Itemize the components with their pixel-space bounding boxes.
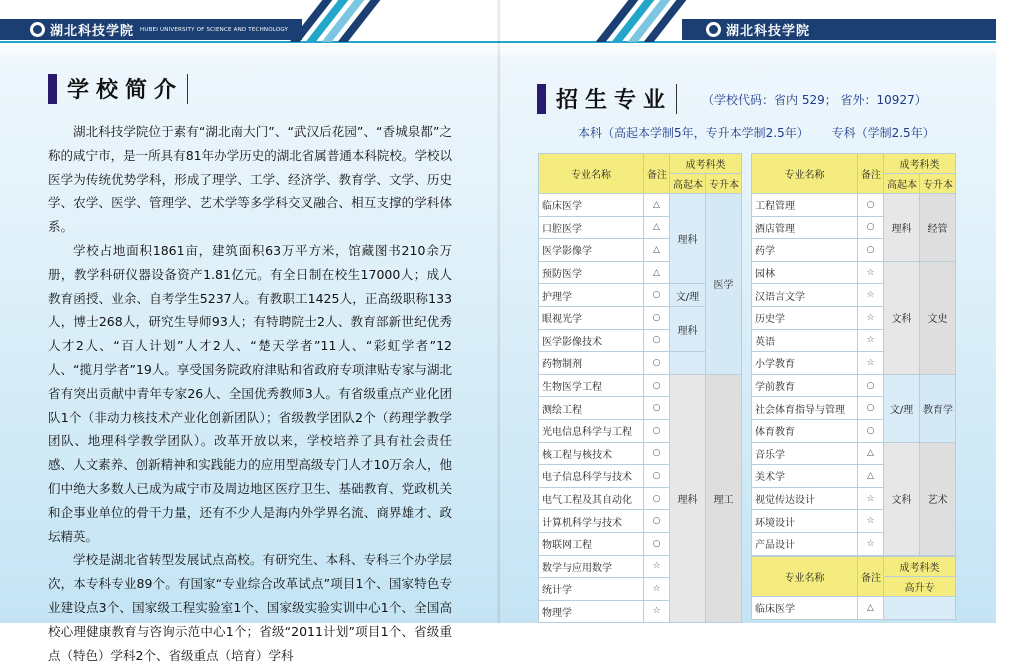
major-note: ○ — [644, 374, 670, 397]
major-name: 统计学 — [539, 578, 644, 601]
category-zsb: 理工 — [706, 374, 742, 623]
major-note: ○ — [858, 397, 884, 420]
school-code: （学校代码：省内 529； 省外：10927） — [702, 93, 927, 107]
col-header-name: 专业名称 — [752, 557, 858, 597]
left-page — [0, 0, 500, 663]
category-gqb: 理科 — [670, 374, 706, 623]
intro-paragraph: 湖北科技学院位于素有“湖北南大门”、“武汉后花园”、“香城泉都”之称的咸宁市，是一所具有81年办学历史的湖北省属普通本科院校。学校以医学为传统优势学科，形成了理学、工学、经济学、教育学、文学、历史学、农学、医学、管理学、艺术学等多学科交叉融合、相互支撑的学科体系。 — [48, 124, 452, 235]
majors-table-zhuanke — [751, 556, 956, 620]
intro-body — [48, 120, 452, 667]
major-name: 小学教育 — [752, 352, 858, 375]
major-note: ☆ — [644, 555, 670, 578]
major-name: 汉语言文学 — [752, 284, 858, 307]
major-note: ☆ — [858, 284, 884, 307]
major-name: 眼视光学 — [539, 306, 644, 329]
major-name: 数学与应用数学 — [539, 555, 644, 578]
col-header-note: 备注 — [858, 154, 884, 194]
col-header-note: 备注 — [644, 154, 670, 194]
major-name: 学前教育 — [752, 374, 858, 397]
category-gqb: 文/理 — [670, 284, 706, 307]
category-zsb: 医学 — [706, 194, 742, 375]
major-name: 药物制剂 — [539, 352, 644, 375]
major-name: 临床医学 — [752, 597, 858, 620]
major-note: ○ — [644, 532, 670, 555]
major-name: 计算机科学与技术 — [539, 510, 644, 533]
category-gzz-empty — [884, 597, 956, 620]
category-gqb: 文科 — [884, 442, 920, 555]
admissions-title-text: 招生专业 — [556, 87, 673, 113]
major-name: 生物医学工程 — [539, 374, 644, 397]
category-gqb: 理科 — [670, 306, 706, 351]
major-name: 电子信息科学与技术 — [539, 465, 644, 488]
major-note: ☆ — [858, 261, 884, 284]
school-name-cn: 湖北科技学院 — [726, 24, 811, 39]
major-note: ○ — [644, 352, 670, 375]
category-zsb: 经管 — [920, 194, 956, 262]
major-name: 预防医学 — [539, 261, 644, 284]
major-note: ○ — [644, 306, 670, 329]
major-name: 环境设计 — [752, 510, 858, 533]
major-name: 美术学 — [752, 465, 858, 488]
majors-table-right — [751, 153, 956, 556]
major-note: ☆ — [858, 352, 884, 375]
category-zsb: 文史 — [920, 261, 956, 374]
major-note: ○ — [644, 397, 670, 420]
major-name: 酒店管理 — [752, 216, 858, 239]
col-header-gqb: 高起本 — [884, 174, 920, 194]
major-note: ☆ — [858, 306, 884, 329]
col-header-category: 成考科类 — [884, 154, 956, 174]
major-note: △ — [644, 261, 670, 284]
major-name: 口腔医学 — [539, 216, 644, 239]
category-gqb: 理科 — [884, 194, 920, 262]
admissions-title — [537, 83, 677, 114]
major-note: △ — [644, 216, 670, 239]
major-note: ☆ — [858, 329, 884, 352]
major-name: 电气工程及其自动化 — [539, 487, 644, 510]
category-zsb: 艺术 — [920, 442, 956, 555]
col-header-gqb: 高起本 — [670, 174, 706, 194]
col-header-category: 成考科类 — [884, 557, 956, 577]
major-note: ○ — [644, 284, 670, 307]
major-name: 英语 — [752, 329, 858, 352]
major-name: 音乐学 — [752, 442, 858, 465]
major-name: 护理学 — [539, 284, 644, 307]
intro-paragraph: 学校是湖北省转型发展试点高校。有研究生、本科、专科三个办学层次，本专科专业89个。有国家“专业综合改革试点”项目1个、国家特色专业建设点3个、国家级工程实验室1个、国家级实验实训中心1个、全国高校心理健康教育与咨询示范中心1个；省级“2011计划”项目1个、省级重点（特色）学科2个、省级重点（培育）学科 — [48, 552, 452, 663]
university-seal-icon — [30, 22, 45, 37]
major-note: ○ — [644, 442, 670, 465]
major-note: ○ — [644, 487, 670, 510]
major-name: 物联网工程 — [539, 532, 644, 555]
major-note: ○ — [858, 419, 884, 442]
major-note: ☆ — [644, 600, 670, 623]
header-logo — [30, 19, 288, 40]
program-duration: 本科（高起本学制5年，专升本学制2.5年） 专科（学制2.5年） — [578, 126, 935, 140]
major-name: 医学影像学 — [539, 239, 644, 262]
title-mark — [48, 74, 57, 104]
major-note: ○ — [858, 374, 884, 397]
school-name-en: HUBEI UNIVERSITY OF SCIENCE AND TECHNOLOGY — [140, 26, 289, 33]
major-note: ○ — [644, 419, 670, 442]
col-header-zsb: 专升本 — [920, 174, 956, 194]
intro-title — [48, 73, 188, 104]
major-note: ○ — [644, 465, 670, 488]
major-name: 医学影像技术 — [539, 329, 644, 352]
major-note: ☆ — [858, 532, 884, 555]
category-zsb: 教育学 — [920, 374, 956, 442]
major-name: 工程管理 — [752, 194, 858, 217]
col-header-name: 专业名称 — [539, 154, 644, 194]
col-header-zsb: 专升本 — [706, 174, 742, 194]
major-note: △ — [858, 442, 884, 465]
major-name: 产品设计 — [752, 532, 858, 555]
major-note: ○ — [858, 239, 884, 262]
header-line — [0, 41, 500, 43]
major-name: 物理学 — [539, 600, 644, 623]
major-name: 测绘工程 — [539, 397, 644, 420]
major-name: 临床医学 — [539, 194, 644, 217]
major-name: 社会体育指导与管理 — [752, 397, 858, 420]
page-gutter — [996, 0, 1022, 623]
intro-title-text: 学校简介 — [67, 77, 184, 103]
col-header-note: 备注 — [858, 557, 884, 597]
university-seal-icon — [706, 22, 721, 37]
category-gqb: 文/理 — [884, 374, 920, 442]
major-name: 历史学 — [752, 306, 858, 329]
majors-table-left — [538, 153, 742, 623]
school-name-cn: 湖北科技学院 — [50, 24, 135, 39]
major-note: △ — [644, 239, 670, 262]
major-note: ○ — [858, 216, 884, 239]
title-rule — [187, 74, 188, 104]
right-page — [500, 0, 1000, 623]
major-note: ○ — [644, 329, 670, 352]
title-mark — [537, 84, 546, 114]
major-note: ○ — [644, 510, 670, 533]
major-name: 药学 — [752, 239, 858, 262]
major-name: 体育教育 — [752, 419, 858, 442]
header-line — [500, 41, 1000, 43]
major-note: △ — [644, 194, 670, 217]
col-header-gzz: 高升专 — [884, 577, 956, 597]
col-header-name: 专业名称 — [752, 154, 858, 194]
col-header-category: 成考科类 — [670, 154, 742, 174]
major-note: ☆ — [644, 578, 670, 601]
category-gqb-empty — [670, 352, 706, 375]
major-name: 园林 — [752, 261, 858, 284]
major-note: △ — [858, 465, 884, 488]
category-gqb: 文科 — [884, 261, 920, 374]
intro-paragraph: 学校占地面积1861亩，建筑面积63万平方米，馆藏图书210余万册，教学科研仪器设备资产1.81亿元。有全日制在校生17000人；成人教育函授、业余、自考学生5237人。有教职工1425人，正高级职称133人，博士268人，研究生导师93人；有特聘院士2人、教育部新世纪优秀人才2人、“百人计划”人才2人、“楚天学者”11人、“彩虹学者”12人、“揽月学者”19人。享受国务院政府津贴和省政府专项津贴专家与湖北省有突出贡献中青年专家26人、全国优秀教师3人。有省级重点产业化团队1个（非动力核技术产业化创新团队）；省级教学团队2个（药理学教学团队、地理科学教学团队）。改革开放以来，学校培养了具有社会责任感、人文素养、创新精神和实践能力的应用型高级专门人才10万余人，他们中绝大多数人已成为咸宁市及周边地区医疗卫生、基础教育、党政机关和企事业单位的骨干力量，还有不少人是海内外学界名流、商界雄才、政坛精英。 — [48, 242, 452, 544]
major-name: 光电信息科学与工程 — [539, 419, 644, 442]
major-name: 核工程与核技术 — [539, 442, 644, 465]
title-rule — [676, 84, 677, 114]
major-note: △ — [858, 597, 884, 620]
category-gqb: 理科 — [670, 194, 706, 284]
major-name: 视觉传达设计 — [752, 487, 858, 510]
header-logo — [706, 19, 810, 40]
major-note: ☆ — [858, 487, 884, 510]
major-note: ○ — [858, 194, 884, 217]
major-note: ☆ — [858, 510, 884, 533]
